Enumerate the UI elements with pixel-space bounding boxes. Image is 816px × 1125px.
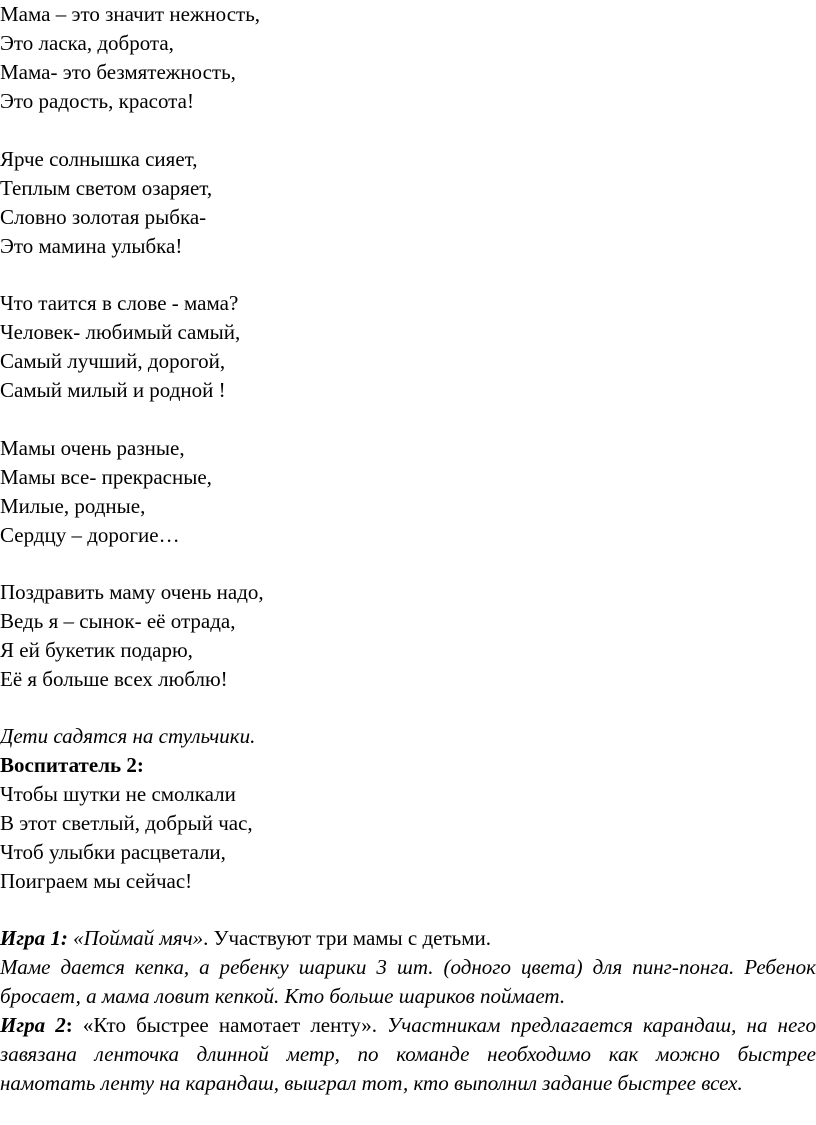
game1-desc: Участвуют три мамы с детьми. — [208, 926, 492, 950]
poem-line: Словно золотая рыбка- — [0, 205, 207, 229]
poem-line: Это мамина улыбка! — [0, 234, 183, 258]
stage-direction: Дети садятся на стульчики. — [0, 724, 256, 748]
poem-line: Милые, родные, — [0, 494, 146, 518]
poem-line: Это ласка, доброта, — [0, 31, 174, 55]
game2-rules-line: намотать ленту на карандаш, выиграл тот, кто выполнил задание быстрее всех. — [0, 1071, 743, 1095]
game1-rules-line: бросает, а мама ловит кепкой. Кто больше шариков поймает. — [0, 984, 566, 1008]
poem-line: Самый милый и родной ! — [0, 378, 226, 402]
poem-line: Самый лучший, дорогой, — [0, 349, 226, 373]
verse-line: Чтоб улыбки расцветали, — [0, 840, 226, 864]
game2-label: Игра 2 — [0, 1013, 66, 1037]
game1-rules-line: Маме дается кепка, а ребенку шарики 3 шт. (одного цвета) для пинг-понга. Ребенок — [0, 955, 816, 979]
poem-line: Я ей букетик подарю, — [0, 638, 193, 662]
poem-line: Мамы очень разные, — [0, 436, 185, 460]
poem-line: Её я больше всех люблю! — [0, 667, 228, 691]
poem-line: Человек- любимый самый, — [0, 320, 241, 344]
verse-line: Поиграем мы сейчас! — [0, 869, 193, 893]
poem-line: Мама- это безмятежность, — [0, 60, 236, 84]
poem-line: Теплым светом озаряет, — [0, 176, 213, 200]
poem-line: Ведь я – сынок- её отрада, — [0, 609, 236, 633]
poem-line: Мамы все- прекрасные, — [0, 465, 212, 489]
poem-line: Ярче солнышка сияет, — [0, 147, 198, 171]
game1-label: Игра 1: — [0, 926, 68, 950]
speaker-label: Воспитатель 2: — [0, 753, 144, 777]
poem-line: Что таится в слове - мама? — [0, 291, 239, 315]
poem-line: Поздравить маму очень надо, — [0, 580, 264, 604]
game2-title: «Кто быстрее намотает ленту». — [72, 1013, 378, 1037]
poem-line: Мама – это значит нежность, — [0, 2, 261, 26]
game2-rules-line: завязана ленточка длинной метр, по команде необходимо как можно быстрее — [0, 1042, 816, 1066]
game1-title-end: . — [203, 926, 209, 950]
game2-rules-start: Участникам предлагается карандаш, на него — [377, 1013, 816, 1037]
verse-line: Чтобы шутки не смолкали — [0, 782, 236, 806]
poem-line: Сердцу – дорогие… — [0, 523, 180, 547]
game1-title: «Поймай мяч» — [73, 926, 204, 950]
verse-line: В этот светлый, добрый час, — [0, 811, 253, 835]
game2-colon: : — [65, 1013, 73, 1037]
poem-line: Это радость, красота! — [0, 89, 194, 113]
game1-heading — [0, 924, 491, 952]
game2-heading — [0, 1011, 816, 1039]
